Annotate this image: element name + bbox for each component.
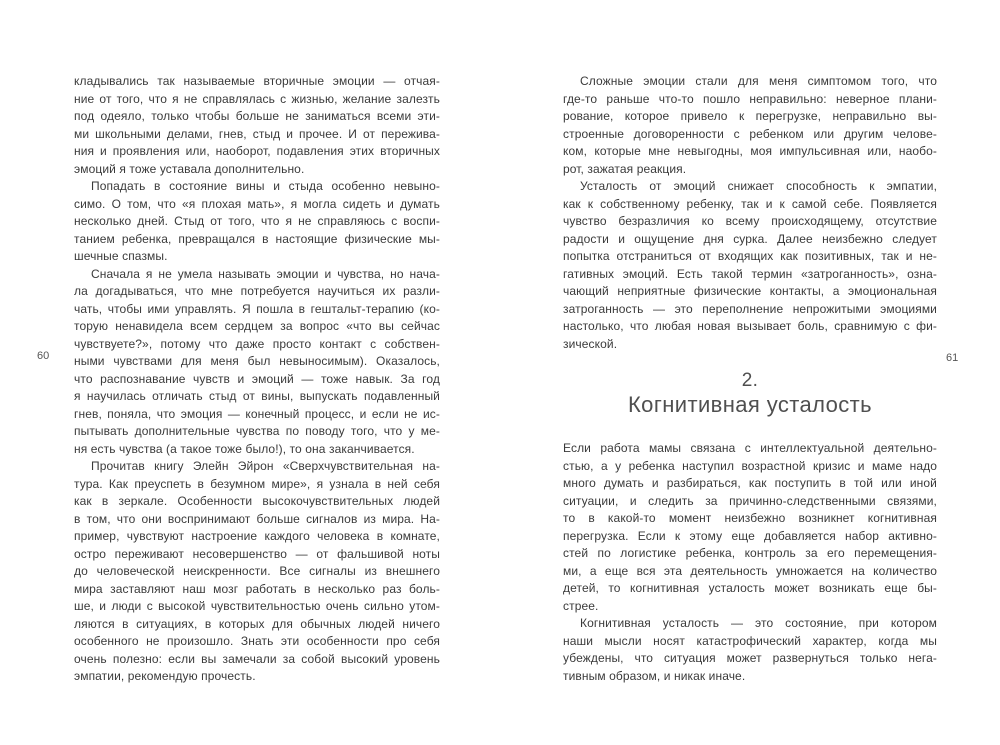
text-line: строенные договоренности с ребенком или другим челове- [563, 126, 937, 141]
page-number-right: 61 [946, 352, 959, 364]
text-line: Попадать в состояние вины и стыда особенно невыно- [91, 179, 440, 193]
text-line: ляются в ситуациях, в которых для обычных людей ничего [74, 616, 440, 631]
text-line: что распознавание чувств и эмоций — тоже навык. За год [74, 371, 440, 386]
chapter-title: Когнитивная усталость [627, 392, 873, 417]
text-line: Если работа мамы связана с интеллектуальной деятельно- [563, 441, 937, 455]
text-line: шечные спазмы. [74, 249, 168, 263]
text-line: до человеческой неискренности. Все сигналы из внешнего [74, 564, 440, 578]
paragraph [74, 458, 440, 686]
text-line: попытка отстраниться от входящих как позитивных, так и не- [563, 249, 937, 263]
text-line: тура. Как преуспеть в безумном мире», я узнала в ней себя [74, 476, 440, 491]
paragraph [563, 73, 937, 178]
text-line: рование, которое привело к перегрузке, неправильно вы- [563, 109, 937, 123]
text-line: танием ребенка, превращался в настоящие физические мы- [74, 231, 440, 246]
text-line: Усталость от эмоций снижает способность к эмпатии, [580, 179, 937, 193]
paragraph [563, 178, 937, 353]
text-line: Сначала я не умела называть эмоции и чувства, но нача- [91, 266, 440, 281]
text-line: остро переживают несовершенство — от фальшивой ноты [74, 546, 440, 561]
text-line: чающий неприятные физические контакты, а эмоциональная [563, 284, 937, 298]
paragraph [563, 615, 937, 685]
text-line: стью, а у ребенка наступил возрастной кризис и маме надо [563, 458, 937, 473]
text-line: радости и ощущение дня сурка. Далее неизбежно следует [563, 231, 937, 246]
text-line: где-то раньше что-то пошло неправильно: неверное плани- [563, 91, 937, 106]
text-line: стей по логистике ребенка, контроль за его перемещения- [563, 546, 937, 560]
text-line: торую ненавидела всем сердцем за вопрос «что вы сейчас [74, 319, 440, 333]
chapter-number: 2. [741, 370, 759, 391]
text-line: рот, зажатая реакция. [563, 161, 687, 176]
text-line: детей, то когнитивная усталость может возникать еще бы- [563, 581, 937, 595]
chapter-heading [563, 370, 937, 418]
text-line: как к собственному ребенку, так и к самой себе. Появляется [563, 196, 937, 211]
text-line: ня есть чувства (а такое тоже было!), то она заканчивается. [74, 441, 415, 456]
text-line: ситуации, и следить за причинно-следственными связями, [563, 493, 937, 508]
text-line: как в зеркале. Особенности высокочувствительных людей [74, 494, 440, 508]
text-line: пример, чувствуют настроение каждого человека в комнате, [74, 529, 440, 543]
text-line: эмоций я тоже уставала дополнительно. [74, 161, 305, 176]
text-line: ше, и люди с высокой чувствительностью очень сильно утом- [74, 599, 440, 613]
text-line: наши мысли носят катастрофический характер, когда мы [563, 633, 937, 648]
text-line: то в какой-то момент неизбежно возникнет когнитивная [563, 511, 937, 525]
text-line: зической. [563, 336, 618, 351]
page-number-left: 60 [37, 350, 50, 362]
text-line: чувство безразличия ко всему происходящему, отсутствие [563, 214, 937, 228]
text-line: чать, чтобы ими управлять. Я пошла в гештальт-терапию (ко- [74, 301, 440, 316]
text-line: пытывать дополнительные чувства по поводу того, что у ме- [74, 424, 440, 438]
text-line: Сложные эмоции стали для меня симптомом того, что [580, 74, 937, 88]
text-line: ми, а еще вся эта деятельность умножается на количество [563, 563, 937, 578]
right-page-top-text-column [563, 73, 937, 353]
text-line: кладывались так называемые вторичные эмоции — отчая- [74, 74, 440, 88]
text-line: я научилась отличать стыд от вины, выпускать подавленный [74, 389, 440, 403]
text-line: несколько дней. Стыд от того, что я не справляюсь с воспи- [74, 214, 440, 228]
text-line: ние от того, что я не справлялась с жизнью, желание залезть [74, 91, 440, 106]
text-line: особенного не произошло. Знать эти особенности про себя [74, 634, 440, 648]
text-line: ния и проявления или, наоборот, подавления этих вторичных [74, 144, 440, 158]
paragraph [563, 440, 937, 615]
text-line: ми школьными делами, гнев, стыд и прочее. И от пережива- [74, 126, 440, 141]
text-line: ком, которые мне невыгодны, моя импульсивная или, наобо- [563, 144, 937, 158]
text-line: гативных эмоций. Есть такой термин «затроганность», озна- [563, 266, 937, 281]
paragraph [74, 178, 440, 266]
left-page-text-column [74, 73, 440, 686]
text-line: ла догадываться, что мне потребуется научиться их разли- [74, 284, 440, 298]
text-line: очень полезно: если вы замечали за собой высокий уровень [74, 651, 440, 666]
text-line: симо. О том, что «я плохая мать», я могла сидеть и думать [74, 196, 440, 211]
text-line: эмпатии, рекомендую прочесть. [74, 669, 256, 683]
text-line: затроганность — это переполнение непрожитыми эмоциями [563, 301, 937, 316]
text-line: Прочитав книгу Элейн Эйрон «Сверхчувствительная на- [91, 459, 440, 473]
text-line: чувствуете?», потому что даже просто контакт с собствен- [74, 336, 440, 351]
text-line: мира заставляют наш мозг работать в несколько раз боль- [74, 581, 440, 596]
text-line: в том, что они воспринимают больше сигналов из мира. На- [74, 511, 440, 526]
text-line: тивным образом, и никак иначе. [563, 668, 746, 683]
text-line: ными чувствами для меня был невыносимым). Оказалось, [74, 354, 440, 368]
text-line: много думать и разбираться, как поступить в той или иной [563, 476, 937, 490]
text-line: перегрузка. Если к этому еще добавляется набор активно- [563, 528, 937, 543]
text-line: настолько, что любая новая вызывает боль, сравнимую с фи- [563, 319, 937, 333]
right-page-bottom-text-column [563, 440, 937, 685]
text-line: Когнитивная усталость — это состояние, при котором [580, 616, 937, 630]
paragraph [74, 73, 440, 178]
text-line: убеждены, что ситуация может развернуться только нега- [563, 651, 937, 665]
paragraph [74, 266, 440, 459]
text-line: стрее. [563, 598, 599, 613]
text-line: под одеяло, только чтобы больше не заниматься всеми эти- [74, 109, 440, 123]
text-line: гнев, поняла, что эмоция — конечный процесс, и если не ис- [74, 406, 440, 421]
